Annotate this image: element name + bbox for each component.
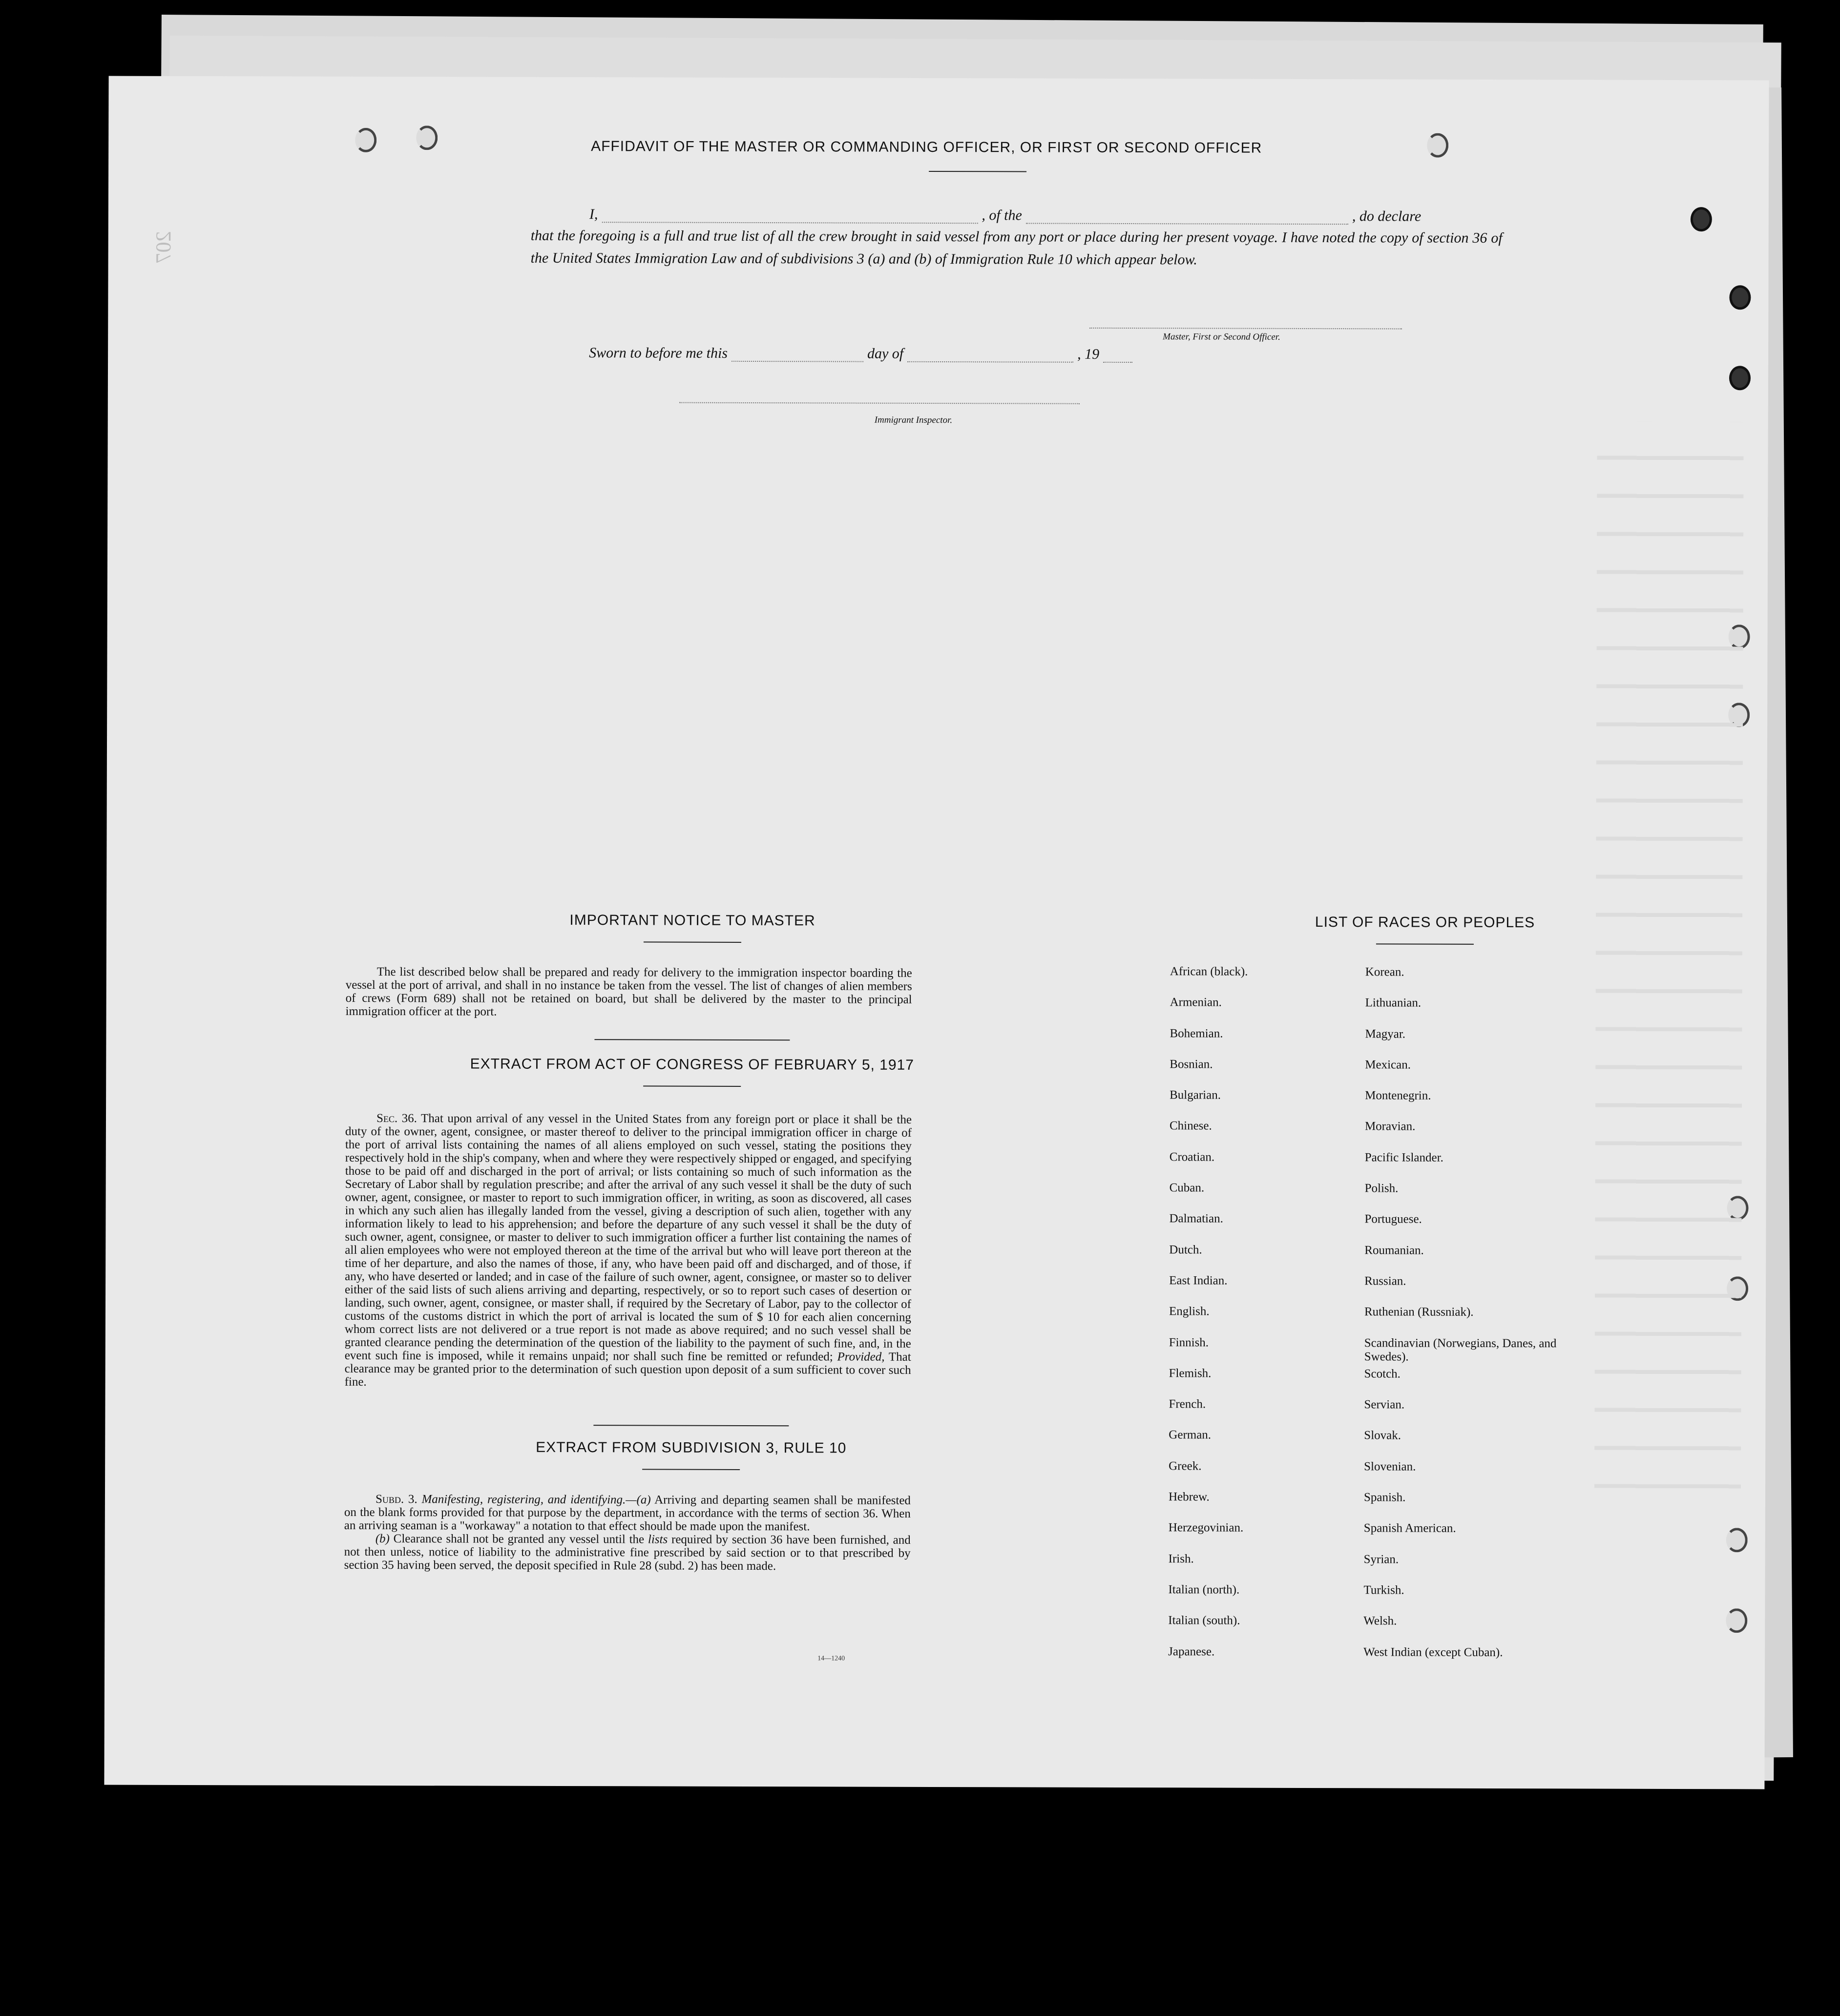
divider	[1376, 943, 1474, 945]
affidavit-declaration	[531, 203, 1503, 272]
extract-rule-title: EXTRACT FROM SUBDIVISION 3, RULE 10	[536, 1439, 847, 1456]
race-item: Italian (south).	[1168, 1614, 1240, 1627]
sworn-line	[530, 345, 1165, 363]
race-item: Portuguese.	[1364, 1212, 1422, 1226]
race-item: Dutch.	[1169, 1243, 1202, 1257]
affidavit-do-declare: , do declare	[1352, 208, 1422, 225]
inspector-caption: Immigrant Inspector.	[874, 415, 953, 426]
race-item: Croatian.	[1169, 1150, 1215, 1164]
subd-b-label: (b)	[375, 1532, 390, 1546]
vessel-name-field[interactable]	[1026, 223, 1348, 225]
sworn-year-prefix: , 19	[1077, 346, 1100, 362]
sworn-prefix: Sworn to before me this	[589, 345, 728, 361]
race-item: Bulgarian.	[1170, 1088, 1221, 1102]
race-item: Magyar.	[1365, 1027, 1406, 1041]
bleed-through	[1594, 422, 1744, 1496]
section-36-text-end: That clearance may be granted prior to the determination of such question upon deposit of a sum sufficient to cover such fine.	[344, 1350, 911, 1389]
subd-b-text-1: Clearance shall not be granted any vessel until the	[393, 1532, 645, 1546]
sworn-day-of: day of	[867, 345, 904, 362]
inspector-signature-line[interactable]	[679, 402, 1080, 404]
race-item: Pacific Islander.	[1364, 1151, 1443, 1164]
race-item: Moravian.	[1364, 1120, 1416, 1134]
race-item: Dalmatian.	[1169, 1212, 1223, 1226]
subd-heading: Manifesting, registering, and identifying.	[421, 1493, 626, 1507]
sworn-day-field[interactable]	[732, 361, 863, 362]
race-item: Roumanian.	[1364, 1243, 1424, 1257]
affidavit-i: I,	[589, 206, 598, 223]
extract-act-title: EXTRACT FROM ACT OF CONGRESS OF FEBRUARY 5, 1917	[470, 1056, 914, 1073]
sworn-month-field[interactable]	[907, 361, 1073, 363]
race-item: Flemish.	[1169, 1367, 1212, 1380]
race-item: Ruthenian (Russniak).	[1364, 1305, 1474, 1319]
notice-title: IMPORTANT NOTICE TO MASTER	[569, 912, 815, 929]
section-label: Sec. 36.	[376, 1111, 417, 1125]
subd-b-text-2: required by section 36 have been furnished, and not then unless, notice of liability to the administrative fine prescribed by said section or to that prescribed by section 35 having been served, the deposit specified in Rule 28 (subd. 2) has been made.	[344, 1533, 911, 1573]
race-item: Hebrew.	[1168, 1490, 1210, 1504]
affidavit-body: that the foregoing is a full and true list of all the crew brought in said vessel from any port or place during her present voyage. I have noted the copy of section 36 of the United States Immigration Law and of subdivisions 3 (a) and (b) of Immigration Rule 10 which appear below.	[530, 227, 1503, 268]
subd-label: Subd. 3.	[375, 1492, 418, 1506]
race-item: Korean.	[1365, 965, 1404, 979]
race-item: Bohemian.	[1170, 1026, 1223, 1040]
race-item: Montenegrin.	[1365, 1089, 1431, 1102]
race-item: Japanese.	[1168, 1644, 1215, 1659]
race-item: Welsh.	[1363, 1614, 1397, 1628]
race-item: Polish.	[1364, 1182, 1399, 1195]
signature-line[interactable]	[1089, 328, 1402, 330]
race-item: German.	[1169, 1428, 1212, 1442]
race-item: Herzegovinian.	[1168, 1521, 1244, 1535]
race-item: Greek.	[1169, 1459, 1202, 1473]
race-item: Mexican.	[1365, 1058, 1411, 1072]
race-item: Spanish American.	[1363, 1521, 1456, 1536]
divider	[643, 1085, 741, 1087]
race-item: Cuban.	[1169, 1181, 1205, 1195]
race-item: Servian.	[1364, 1398, 1405, 1412]
notice-text	[346, 965, 912, 1019]
subd-b-lists: lists	[648, 1533, 668, 1546]
race-item: Bosnian.	[1170, 1058, 1213, 1071]
divider	[594, 1039, 790, 1040]
race-item: Scotch.	[1364, 1367, 1401, 1381]
extract-act-text	[345, 1112, 912, 1390]
punch-hole-icon	[1729, 366, 1751, 390]
section-36-text: That upon arrival of any vessel in the United States from any foreign port or place it shall be the duty of the owner, agent, consignee, or master thereof to deliver to the principal immigration officer in charge of the port of arrival lists containing the names of all aliens employed on such vessel, stating the positions they respectively hold in the ship's company, when and where they were respectively shipped or engaged, and specifying those to be paid off and discharged in the port of arrival; or lists containing so much of such information as the Secretary of Labor shall by regulation prescribe; and after the arrival of any such vessel it shall be the duty of such owner, agent, consignee, or master to report to such immigration officer, in writing, as soon as discovered, all cases in which any such alien has illegally landed from the vessel, giving a description of such alien, together with any information likely to lead to his apprehension; and before the departure of any such vessel it shall be the duty of such owner, agent, consignee, or master to deliver to such immigration officer a further list containing the names of all alien employees who were not employed thereon at the time of the arrival but who will leave port thereon at the time of her departure, and also the names of those, if any, who have been paid off and discharged, and of those, if any, who have deserted or landed; and in case of the failure of such owner, agent, consignee, or master so to deliver either of the said lists of such aliens arriving and departing, respectively, or so to report such cases of desertion or landing, such owner, agent, consignee, or master shall, if required by the Secretary of Labor, pay to the collector of customs of the customs district in which the port of arrival is located the sum of $ 10 for each alien concerning whom correct lists are not delivered or a true report is not made as above required; and no such vessel shall be granted clearance pending the determination of the question of the liability to the payment of such fine, and, in the event such fine is imposed, while it remains unpaid; nor shall such fine be remitted or refunded;	[344, 1112, 912, 1364]
race-item: Chinese.	[1169, 1119, 1212, 1133]
race-item: Turkish.	[1363, 1583, 1404, 1597]
signature-caption: Master, First or Second Officer.	[1163, 332, 1280, 342]
subd-a-label: —(a)	[626, 1493, 651, 1507]
race-item: English.	[1169, 1305, 1210, 1318]
affidavit-of-the: , of the	[982, 207, 1022, 224]
race-item: Slovak.	[1364, 1429, 1401, 1442]
race-item: Syrian.	[1363, 1552, 1399, 1566]
divider	[644, 941, 741, 943]
race-item: African (black).	[1170, 965, 1248, 978]
race-item: East Indian.	[1169, 1274, 1228, 1288]
race-item: Irish.	[1168, 1552, 1194, 1566]
race-item: West Indian (except Cuban).	[1363, 1645, 1503, 1659]
race-item: Russian.	[1364, 1274, 1406, 1288]
subd-a-text: Arriving and departing seamen shall be manifested on the blank forms provided for that purpose by the department, in accordance with the terms of section 36. When an arriving seaman is a "workaway" a notation to that effect should be made upon the manifest.	[344, 1493, 911, 1534]
punch-hole-icon	[1726, 1528, 1748, 1552]
race-item: French.	[1169, 1397, 1206, 1411]
provided-label: Provided,	[837, 1350, 885, 1364]
race-item: Lithuanian.	[1365, 996, 1422, 1010]
master-name-field[interactable]	[602, 222, 978, 224]
form-number: 14—1240	[817, 1655, 845, 1663]
divider	[929, 171, 1026, 172]
affidavit-title: AFFIDAVIT OF THE MASTER OR COMMANDING OFFICER, OR FIRST OR SECOND OFFICER	[591, 138, 1262, 156]
races-column-2	[1363, 965, 1580, 1677]
punch-hole-icon	[1729, 285, 1751, 310]
notice-paragraph: The list described below shall be prepared and ready for delivery to the immigration inspector boarding the vessel at the port of arrival, and shall in no instance be taken from the vessel. The list of changes of alien members of crews (Form 689) shall not be retained on board, but shall be delivered by the master to the principal immigration officer at the port.	[345, 965, 912, 1018]
punch-hole-icon	[1726, 1608, 1747, 1633]
extract-rule-text	[344, 1493, 911, 1573]
race-item: Finnish.	[1169, 1335, 1209, 1350]
divider	[642, 1469, 740, 1470]
race-item: Scandinavian (Norwegians, Danes, and Swedes).	[1364, 1336, 1557, 1364]
races-column-1	[1168, 965, 1356, 1676]
race-item: Spanish.	[1363, 1491, 1406, 1504]
document-page	[104, 76, 1769, 1789]
margin-stamp: 207	[151, 231, 176, 264]
punch-hole-icon	[1691, 207, 1712, 231]
sworn-year-field[interactable]	[1103, 362, 1132, 363]
race-item: Slovenian.	[1364, 1460, 1416, 1474]
divider	[593, 1425, 789, 1426]
races-title: LIST OF RACES OR PEOPLES	[1315, 914, 1535, 931]
race-item: Italian (north).	[1168, 1583, 1240, 1597]
race-item: Armenian.	[1170, 996, 1222, 1009]
